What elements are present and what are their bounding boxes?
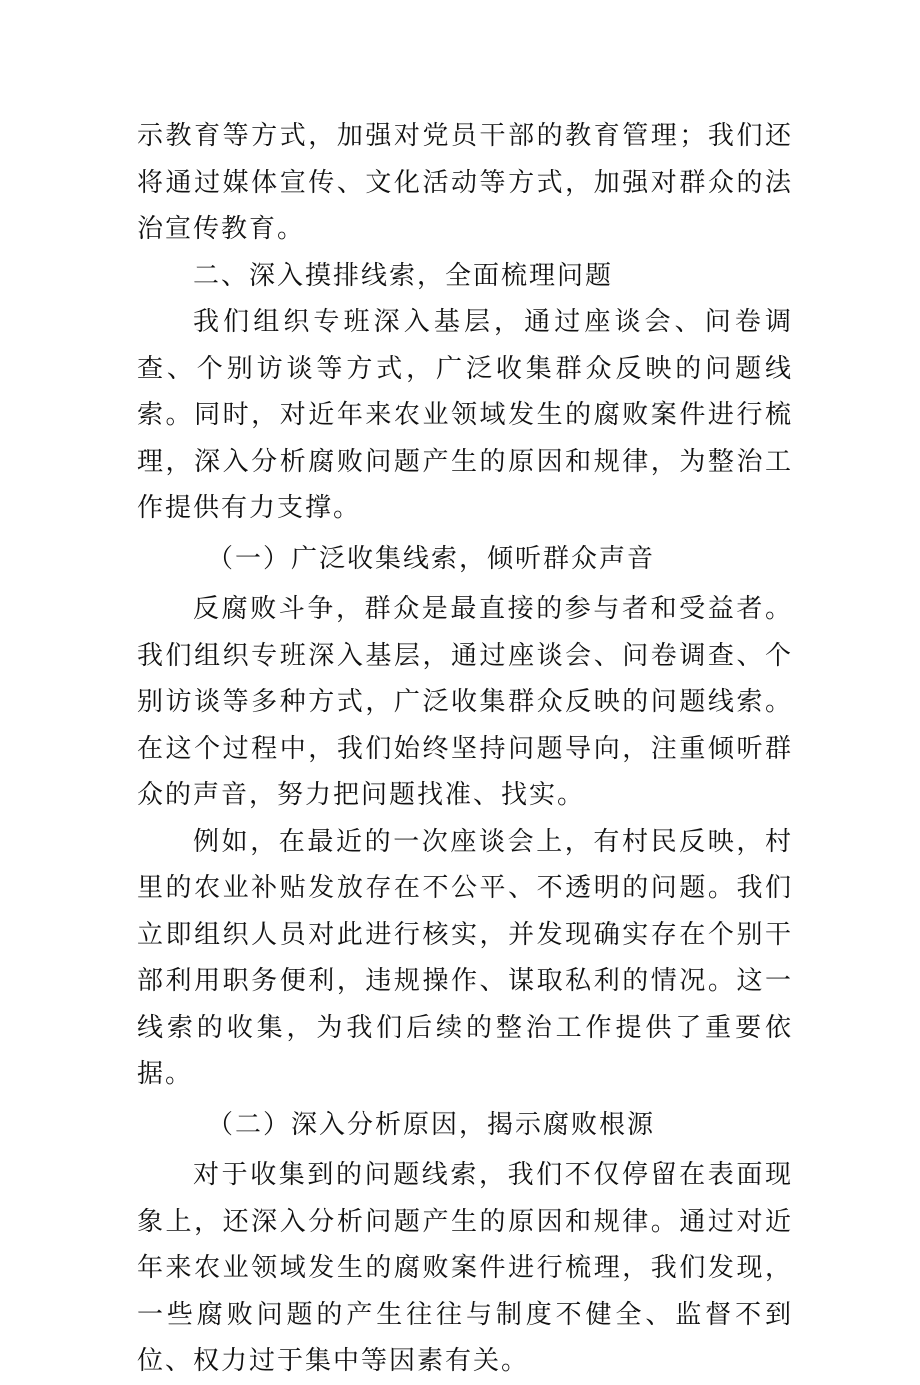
paragraph-collect-clues: 反腐败斗争，群众是最直接的参与者和受益者。我们组织专班深入基层，通过座谈会、问卷调查、个别访谈等多种方式，广泛收集群众反映的问题线索。在这个过程中，我们始终坚持问题导向，注重倾听群众的声音，努力把问题找准、找实。 <box>137 594 793 810</box>
paragraph-continued: 示教育等方式，加强对党员干部的教育管理；我们还将通过媒体宣传、文化活动等方式，加强对群众的法治宣传教育。 <box>137 121 793 244</box>
paragraph-section-intro: 我们组织专班深入基层，通过座谈会、问卷调查、个别访谈等方式，广泛收集群众反映的问题线索。同时，对近年来农业领域发生的腐败案件进行梳理，深入分析腐败问题产生的原因和规律，为整治工作提供有力支撑。 <box>137 307 793 523</box>
subsection-heading-1: （一）广泛收集线索，倾听群众声音 <box>207 543 656 574</box>
paragraph-example: 例如，在最近的一次座谈会上，有村民反映，村里的农业补贴发放存在不公平、不透明的问题。我们立即组织人员对此进行核实，并发现确实存在个别干部利用职务便利，违规操作、谋取私利的情况。这一线索的收集，为我们后续的整治工作提供了重要依据。 <box>137 826 793 1089</box>
section-heading-2: 二、深入摸排线索，全面梳理问题 <box>193 260 614 291</box>
subsection-heading-2: （二）深入分析原因，揭示腐败根源 <box>207 1109 656 1140</box>
paragraph-analysis: 对于收集到的问题线索，我们不仅停留在表面现象上，还深入分析问题产生的原因和规律。通过对近年来农业领域发生的腐败案件进行梳理，我们发现，一些腐败问题的产生往往与制度不健全、监督不到位、权力过于集中等因素有关。 <box>137 1160 793 1376</box>
document-body <box>137 113 793 1385</box>
